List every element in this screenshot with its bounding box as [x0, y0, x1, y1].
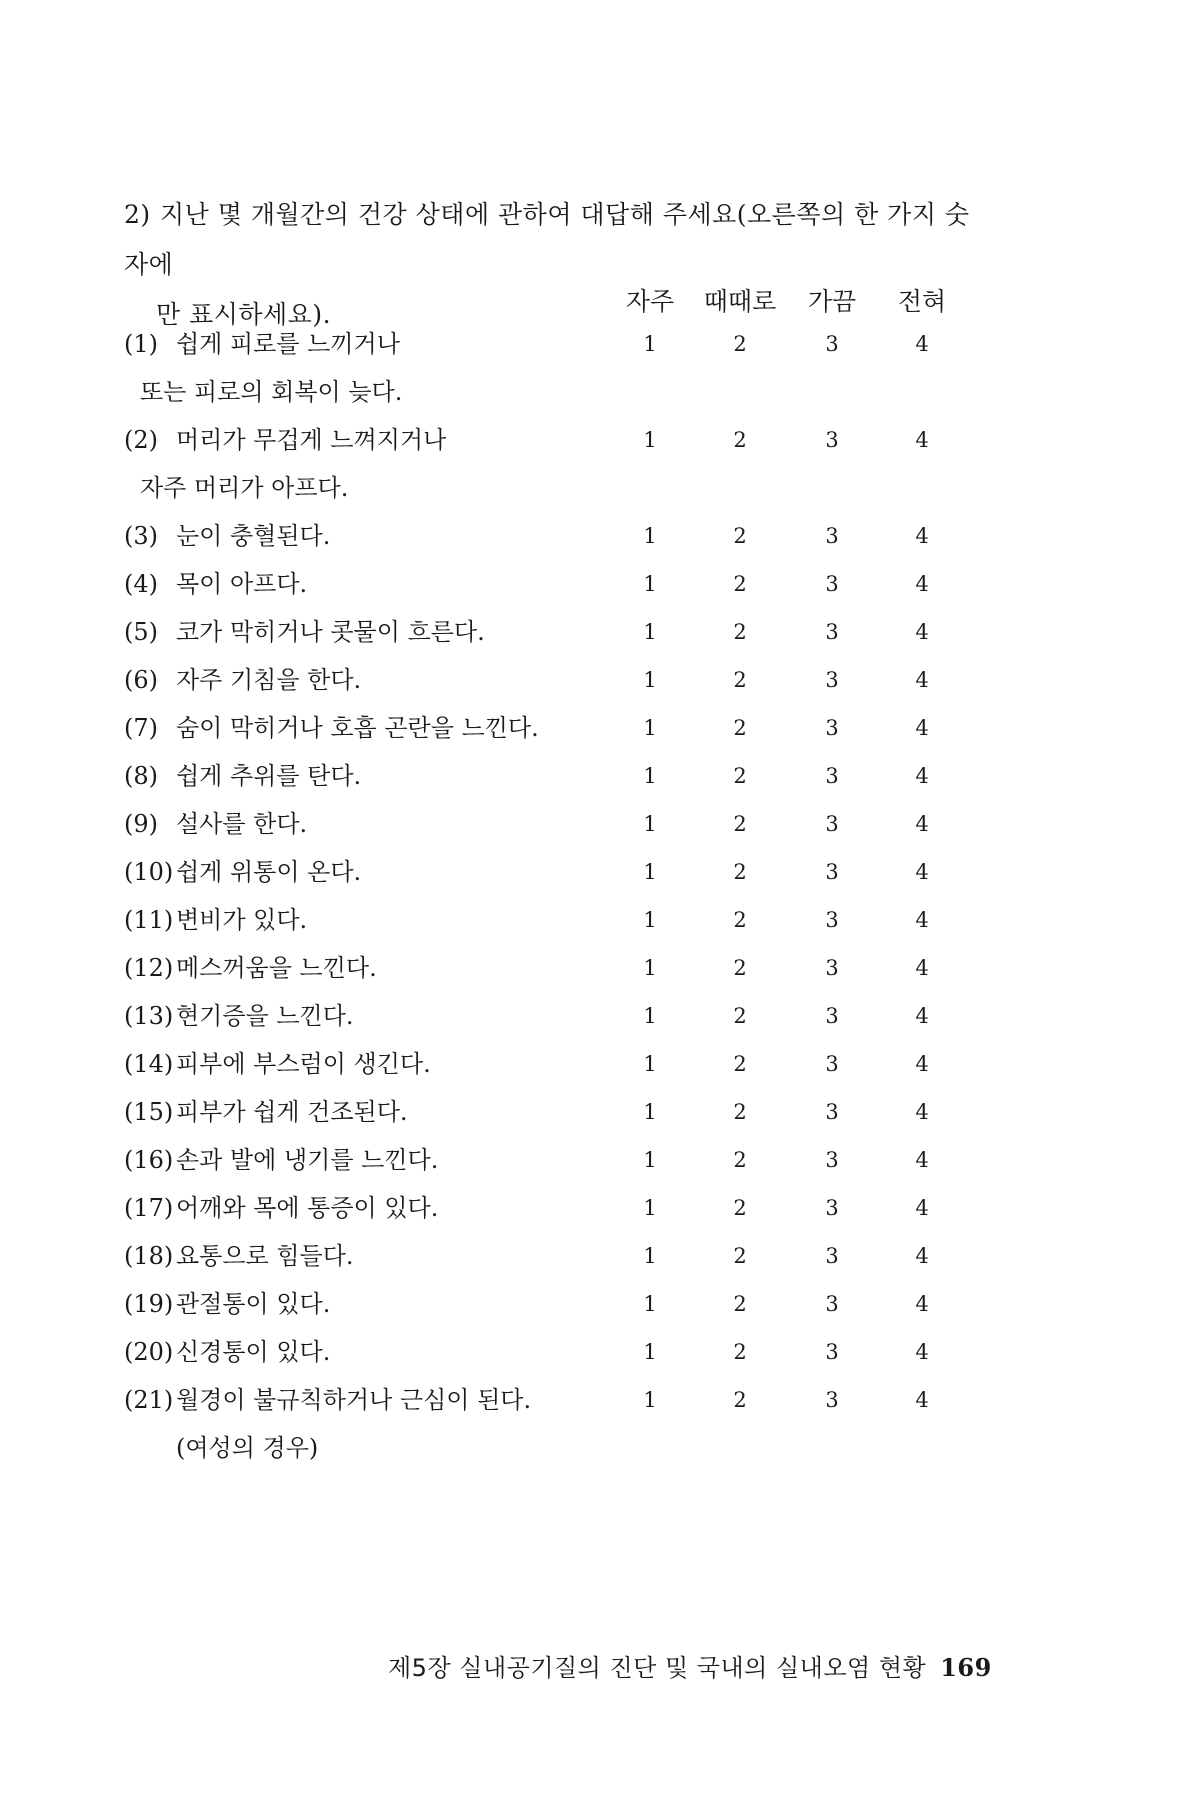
- choice-4[interactable]: 4: [915, 620, 929, 644]
- symptom-text: 월경이 불규칙하거나 근심이 된다.: [176, 1386, 532, 1414]
- choice-2[interactable]: 2: [733, 572, 747, 596]
- symptom-number: (9): [124, 810, 158, 838]
- choice-3[interactable]: 3: [825, 1004, 839, 1028]
- symptom-text: 쉽게 피로를 느끼거나: [176, 330, 400, 358]
- symptom-item: [124, 704, 1024, 752]
- symptom-text: 요통으로 힘들다.: [176, 1242, 354, 1270]
- choice-4[interactable]: 4: [915, 1292, 929, 1316]
- symptom-number: (14): [124, 1050, 174, 1078]
- page-footer: [388, 1648, 992, 1683]
- page-number: 169: [940, 1653, 992, 1682]
- choice-4[interactable]: 4: [915, 764, 929, 788]
- symptom-item: [124, 1136, 1024, 1184]
- choice-1[interactable]: 1: [643, 716, 657, 740]
- symptom-number: (10): [124, 858, 174, 886]
- choice-2[interactable]: 2: [733, 812, 747, 836]
- choice-3[interactable]: 3: [825, 1148, 839, 1172]
- symptom-label: [124, 560, 644, 608]
- choice-4[interactable]: 4: [915, 1148, 929, 1172]
- choice-3[interactable]: 3: [825, 956, 839, 980]
- question-text-line1: 지난 몇 개월간의 건강 상태에 관하여 대답해 주세요(오른쪽의 한 가지 숫자에: [124, 200, 970, 279]
- symptom-text: 손과 발에 냉기를 느낀다.: [176, 1146, 439, 1174]
- choice-1[interactable]: 1: [643, 860, 657, 884]
- symptom-label: [124, 848, 644, 896]
- symptom-label: [124, 752, 644, 800]
- choice-1[interactable]: 1: [643, 1244, 657, 1268]
- symptom-number: (18): [124, 1242, 174, 1270]
- choice-1[interactable]: 1: [643, 1196, 657, 1220]
- choice-4[interactable]: 4: [915, 668, 929, 692]
- symptom-item: [124, 1088, 1024, 1136]
- symptom-label: [124, 1040, 644, 1088]
- symptom-label: [124, 1232, 644, 1280]
- symptom-text: 숨이 막히거나 호흡 곤란을 느낀다.: [176, 714, 539, 742]
- symptom-number: (15): [124, 1098, 174, 1126]
- choice-2[interactable]: 2: [733, 1244, 747, 1268]
- symptom-item: [124, 1376, 1024, 1472]
- choice-4[interactable]: 4: [915, 908, 929, 932]
- choice-1[interactable]: 1: [643, 1148, 657, 1172]
- choice-3[interactable]: 3: [825, 764, 839, 788]
- choice-2[interactable]: 2: [733, 1052, 747, 1076]
- choice-2[interactable]: 2: [733, 620, 747, 644]
- symptom-text: 자주 기침을 한다.: [176, 666, 362, 694]
- choice-1[interactable]: 1: [643, 908, 657, 932]
- symptom-number: (19): [124, 1290, 174, 1318]
- choice-3[interactable]: 3: [825, 1292, 839, 1316]
- symptom-number: (4): [124, 570, 158, 598]
- symptom-item: [124, 1184, 1024, 1232]
- symptom-text: 신경통이 있다.: [176, 1338, 331, 1366]
- choice-2[interactable]: 2: [733, 524, 747, 548]
- choice-3[interactable]: 3: [825, 716, 839, 740]
- choice-3[interactable]: 3: [825, 1052, 839, 1076]
- symptom-text: 변비가 있다.: [176, 906, 308, 934]
- symptom-text: 현기증을 느낀다.: [176, 1002, 354, 1030]
- choice-3[interactable]: 3: [825, 812, 839, 836]
- symptom-item: [124, 1280, 1024, 1328]
- column-headers: [0, 282, 1200, 322]
- choice-2[interactable]: 2: [733, 764, 747, 788]
- choice-4[interactable]: 4: [915, 1388, 929, 1412]
- choice-4[interactable]: 4: [915, 332, 929, 356]
- symptom-label: [124, 512, 644, 560]
- choice-3[interactable]: 3: [825, 908, 839, 932]
- choice-2[interactable]: 2: [733, 1100, 747, 1124]
- symptom-label: [124, 1088, 644, 1136]
- chapter-title: 제5장 실내공기질의 진단 및 국내의 실내오염 현황: [388, 1654, 927, 1682]
- symptom-item: [124, 560, 1024, 608]
- symptom-number: (3): [124, 522, 158, 550]
- choice-1[interactable]: 1: [643, 572, 657, 596]
- symptom-text-continued: 자주 머리가 아프다.: [140, 474, 349, 502]
- choice-3[interactable]: 3: [825, 332, 839, 356]
- symptom-number: (8): [124, 762, 158, 790]
- choice-4[interactable]: 4: [915, 1196, 929, 1220]
- choice-2[interactable]: 2: [733, 1004, 747, 1028]
- choice-2[interactable]: 2: [733, 332, 747, 356]
- choice-1[interactable]: 1: [643, 524, 657, 548]
- symptom-text: 코가 막히거나 콧물이 흐른다.: [176, 618, 485, 646]
- choice-4[interactable]: 4: [915, 956, 929, 980]
- symptom-item: [124, 320, 1024, 416]
- symptom-text-continued: (여성의 경우): [176, 1434, 319, 1462]
- choice-1[interactable]: 1: [643, 428, 657, 452]
- choice-4[interactable]: 4: [915, 1052, 929, 1076]
- symptom-item: [124, 1232, 1024, 1280]
- symptom-text: 눈이 충혈된다.: [176, 522, 331, 550]
- symptom-label: [124, 992, 644, 1040]
- symptom-number: (13): [124, 1002, 174, 1030]
- choice-4[interactable]: 4: [915, 524, 929, 548]
- choice-2[interactable]: 2: [733, 860, 747, 884]
- choice-3[interactable]: 3: [825, 860, 839, 884]
- symptom-label: [124, 608, 644, 656]
- choice-1[interactable]: 1: [643, 1388, 657, 1412]
- choice-3[interactable]: 3: [825, 1340, 839, 1364]
- choice-1[interactable]: 1: [643, 1004, 657, 1028]
- symptom-list: [124, 320, 1024, 1472]
- symptom-number: (16): [124, 1146, 174, 1174]
- symptom-number: (20): [124, 1338, 174, 1366]
- choice-2[interactable]: 2: [733, 428, 747, 452]
- choice-3[interactable]: 3: [825, 668, 839, 692]
- symptom-text: 설사를 한다.: [176, 810, 308, 838]
- symptom-item: [124, 512, 1024, 560]
- column-header-often: 자주: [625, 287, 675, 316]
- symptom-number: (7): [124, 714, 158, 742]
- symptom-item: [124, 656, 1024, 704]
- symptom-item: [124, 896, 1024, 944]
- choice-2[interactable]: 2: [733, 1292, 747, 1316]
- symptom-label: [124, 704, 644, 752]
- symptom-label: [124, 944, 644, 992]
- column-header-never: 전혀: [897, 287, 947, 316]
- symptom-text: 머리가 무겁게 느껴지거나: [176, 426, 447, 454]
- choice-2[interactable]: 2: [733, 908, 747, 932]
- symptom-item: [124, 1040, 1024, 1088]
- symptom-number: (11): [124, 906, 174, 934]
- choice-4[interactable]: 4: [915, 1004, 929, 1028]
- choice-4[interactable]: 4: [915, 716, 929, 740]
- symptom-text: 어깨와 목에 통증이 있다.: [176, 1194, 439, 1222]
- question-text-line2: 만 표시하세요).: [156, 300, 332, 329]
- symptom-item: [124, 608, 1024, 656]
- symptom-label: [124, 320, 644, 368]
- symptom-label: [124, 1376, 644, 1424]
- symptom-item: [124, 944, 1024, 992]
- symptom-text: 쉽게 위통이 온다.: [176, 858, 362, 886]
- choice-1[interactable]: 1: [643, 1052, 657, 1076]
- choice-3[interactable]: 3: [825, 1244, 839, 1268]
- symptom-text: 피부에 부스럼이 생긴다.: [176, 1050, 431, 1078]
- question-number: 2): [124, 200, 151, 229]
- symptom-number: (1): [124, 330, 158, 358]
- choice-2[interactable]: 2: [733, 956, 747, 980]
- choice-1[interactable]: 1: [643, 668, 657, 692]
- choice-4[interactable]: 4: [915, 428, 929, 452]
- symptom-text: 피부가 쉽게 건조된다.: [176, 1098, 408, 1126]
- choice-2[interactable]: 2: [733, 1148, 747, 1172]
- symptom-text: 목이 아프다.: [176, 570, 308, 598]
- choice-3[interactable]: 3: [825, 524, 839, 548]
- choice-2[interactable]: 2: [733, 1388, 747, 1412]
- column-header-occasionally: 가끔: [807, 287, 857, 316]
- choice-1[interactable]: 1: [643, 764, 657, 788]
- choice-3[interactable]: 3: [825, 620, 839, 644]
- choice-4[interactable]: 4: [915, 1340, 929, 1364]
- symptom-label: [124, 1184, 644, 1232]
- choice-3[interactable]: 3: [825, 572, 839, 596]
- symptom-item: [124, 992, 1024, 1040]
- choice-1[interactable]: 1: [643, 1292, 657, 1316]
- symptom-number: (12): [124, 954, 174, 982]
- symptom-label: [124, 1136, 644, 1184]
- symptom-item: [124, 416, 1024, 512]
- choice-3[interactable]: 3: [825, 1388, 839, 1412]
- symptom-label: [124, 1280, 644, 1328]
- symptom-text: 쉽게 추위를 탄다.: [176, 762, 362, 790]
- symptom-number: (2): [124, 426, 158, 454]
- choice-1[interactable]: 1: [643, 620, 657, 644]
- symptom-text: 메스꺼움을 느낀다.: [176, 954, 377, 982]
- choice-2[interactable]: 2: [733, 716, 747, 740]
- choice-4[interactable]: 4: [915, 1244, 929, 1268]
- choice-1[interactable]: 1: [643, 1340, 657, 1364]
- choice-3[interactable]: 3: [825, 428, 839, 452]
- symptom-number: (6): [124, 666, 158, 694]
- choice-2[interactable]: 2: [733, 1340, 747, 1364]
- symptom-item: [124, 848, 1024, 896]
- choice-2[interactable]: 2: [733, 1196, 747, 1220]
- choice-1[interactable]: 1: [643, 332, 657, 356]
- column-header-sometimes: 때때로: [703, 287, 777, 316]
- symptom-text: 관절통이 있다.: [176, 1290, 331, 1318]
- symptom-label: [124, 656, 644, 704]
- choice-4[interactable]: 4: [915, 572, 929, 596]
- choice-1[interactable]: 1: [643, 956, 657, 980]
- choice-1[interactable]: 1: [643, 812, 657, 836]
- symptom-label: [124, 896, 644, 944]
- choice-4[interactable]: 4: [915, 1100, 929, 1124]
- symptom-number: (21): [124, 1386, 174, 1414]
- choice-3[interactable]: 3: [825, 1100, 839, 1124]
- choice-4[interactable]: 4: [915, 812, 929, 836]
- symptom-item: [124, 800, 1024, 848]
- choice-3[interactable]: 3: [825, 1196, 839, 1220]
- symptom-item: [124, 1328, 1024, 1376]
- choice-1[interactable]: 1: [643, 1100, 657, 1124]
- choice-4[interactable]: 4: [915, 860, 929, 884]
- symptom-label: [124, 416, 644, 464]
- symptom-label: [124, 800, 644, 848]
- symptom-text-continued: 또는 피로의 회복이 늦다.: [140, 378, 403, 406]
- symptom-number: (17): [124, 1194, 174, 1222]
- choice-2[interactable]: 2: [733, 668, 747, 692]
- symptom-number: (5): [124, 618, 158, 646]
- symptom-label: [124, 1328, 644, 1376]
- symptom-item: [124, 752, 1024, 800]
